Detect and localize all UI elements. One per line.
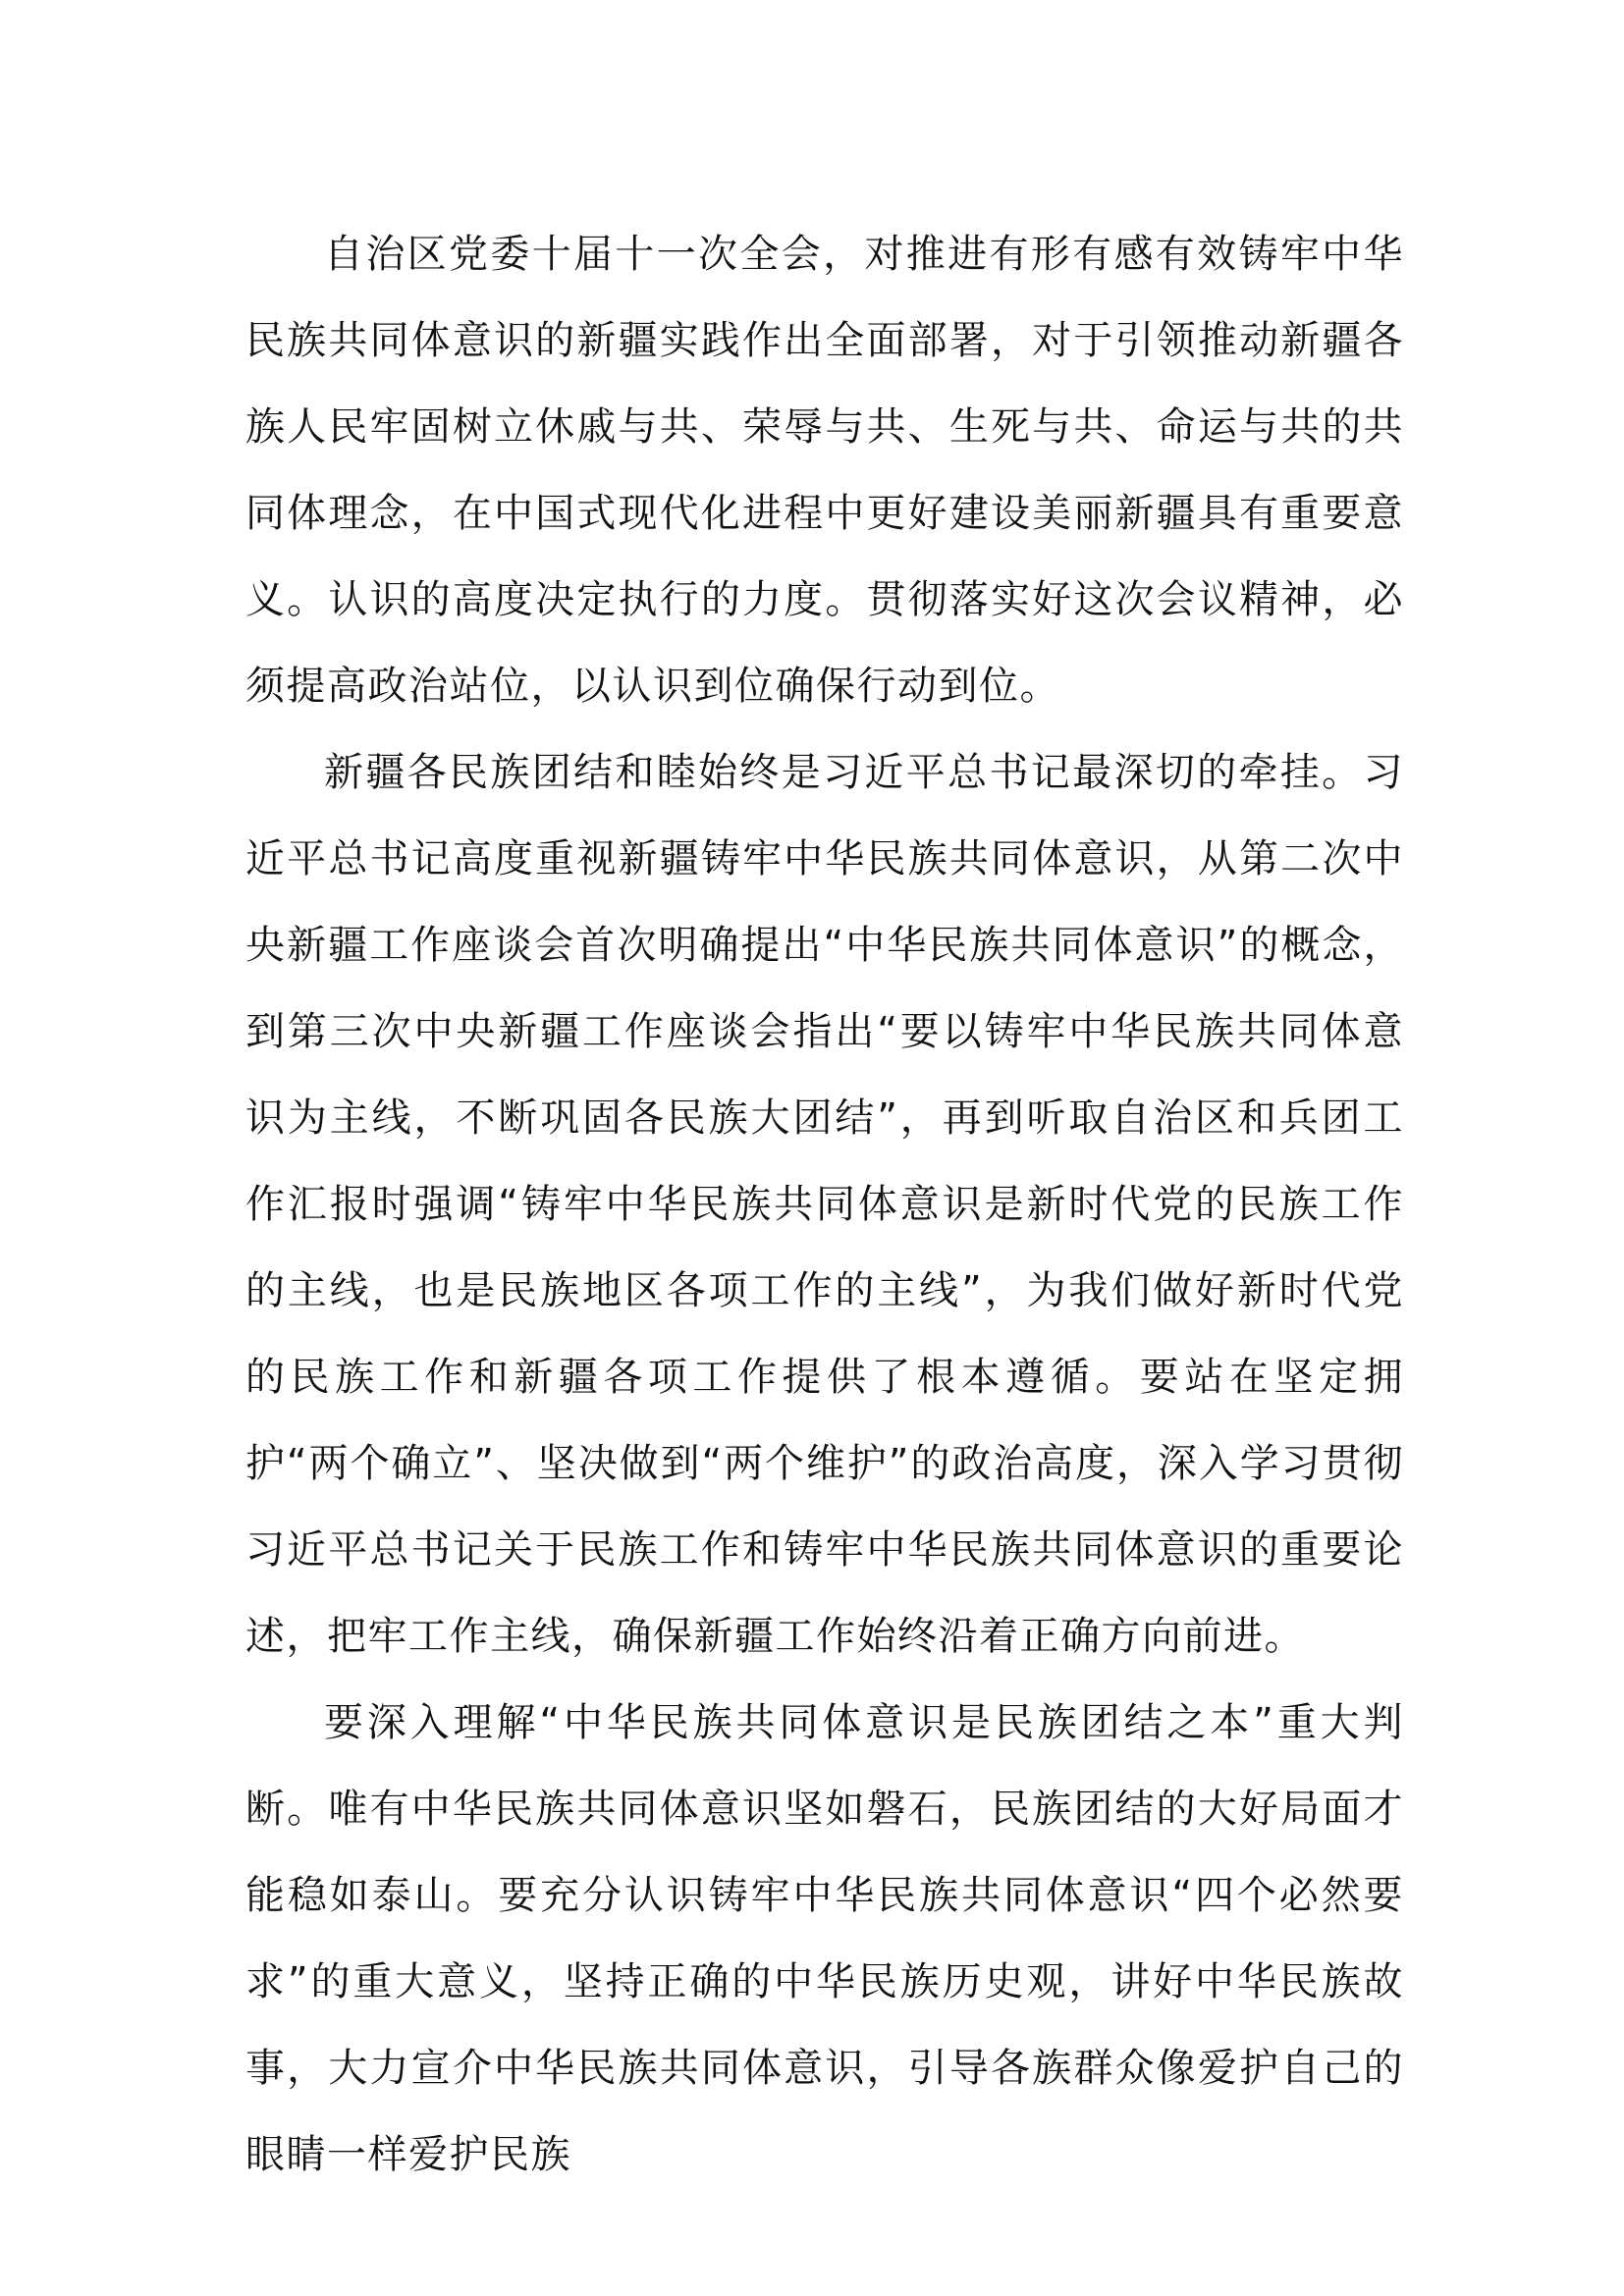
paragraph-2: 新疆各民族团结和睦始终是习近平总书记最深切的牵挂。习近平总书记高度重视新疆铸牢中华民族共同体意识，从第二次中央新疆工作座谈会首次明确提出“中华民族共同体意识”的概念，到第三次中央新疆工作座谈会指出“要以铸牢中华民族共同体意识为主线，不断巩固各民族大团结”，再到听取自治区和兵团工作汇报时强调“铸牢中华民族共同体意识是新时代党的民族工作的主线，也是民族地区各项工作的主线”，为我们做好新时代党的民族工作和新疆各项工作提供了根本遵循。要站在坚定拥护“两个确立”、坚决做到“两个维护”的政治高度，深入学习贯彻习近平总书记关于民族工作和铸牢中华民族共同体意识的重要论述，把牢工作主线，确保新疆工作始终沿着正确方向前进。 [245, 750, 1404, 1659]
paragraph-1: 自治区党委十届十一次全会，对推进有形有感有效铸牢中华民族共同体意识的新疆实践作出全面部署，对于引领推动新疆各族人民牢固树立休戚与共、荣辱与共、生死与共、命运与共的共同体理念，在中国式现代化进程中更好建设美丽新疆具有重要意义。认识的高度决定执行的力度。贯彻落实好这次会议精神，必须提高政治站位，以认识到位确保行动到位。 [245, 232, 1404, 709]
paragraph-3: 要深入理解“中华民族共同体意识是民族团结之本”重大判断。唯有中华民族共同体意识坚如磐石，民族团结的大好局面才能稳如泰山。要充分认识铸牢中华民族共同体意识“四个必然要求”的重大意义，坚持正确的中华民族历史观，讲好中华民族故事，大力宣介中华民族共同体意识，引导各族群众像爱护自己的眼睛一样爱护民族 [245, 1700, 1404, 2177]
article-body [245, 211, 1404, 2198]
